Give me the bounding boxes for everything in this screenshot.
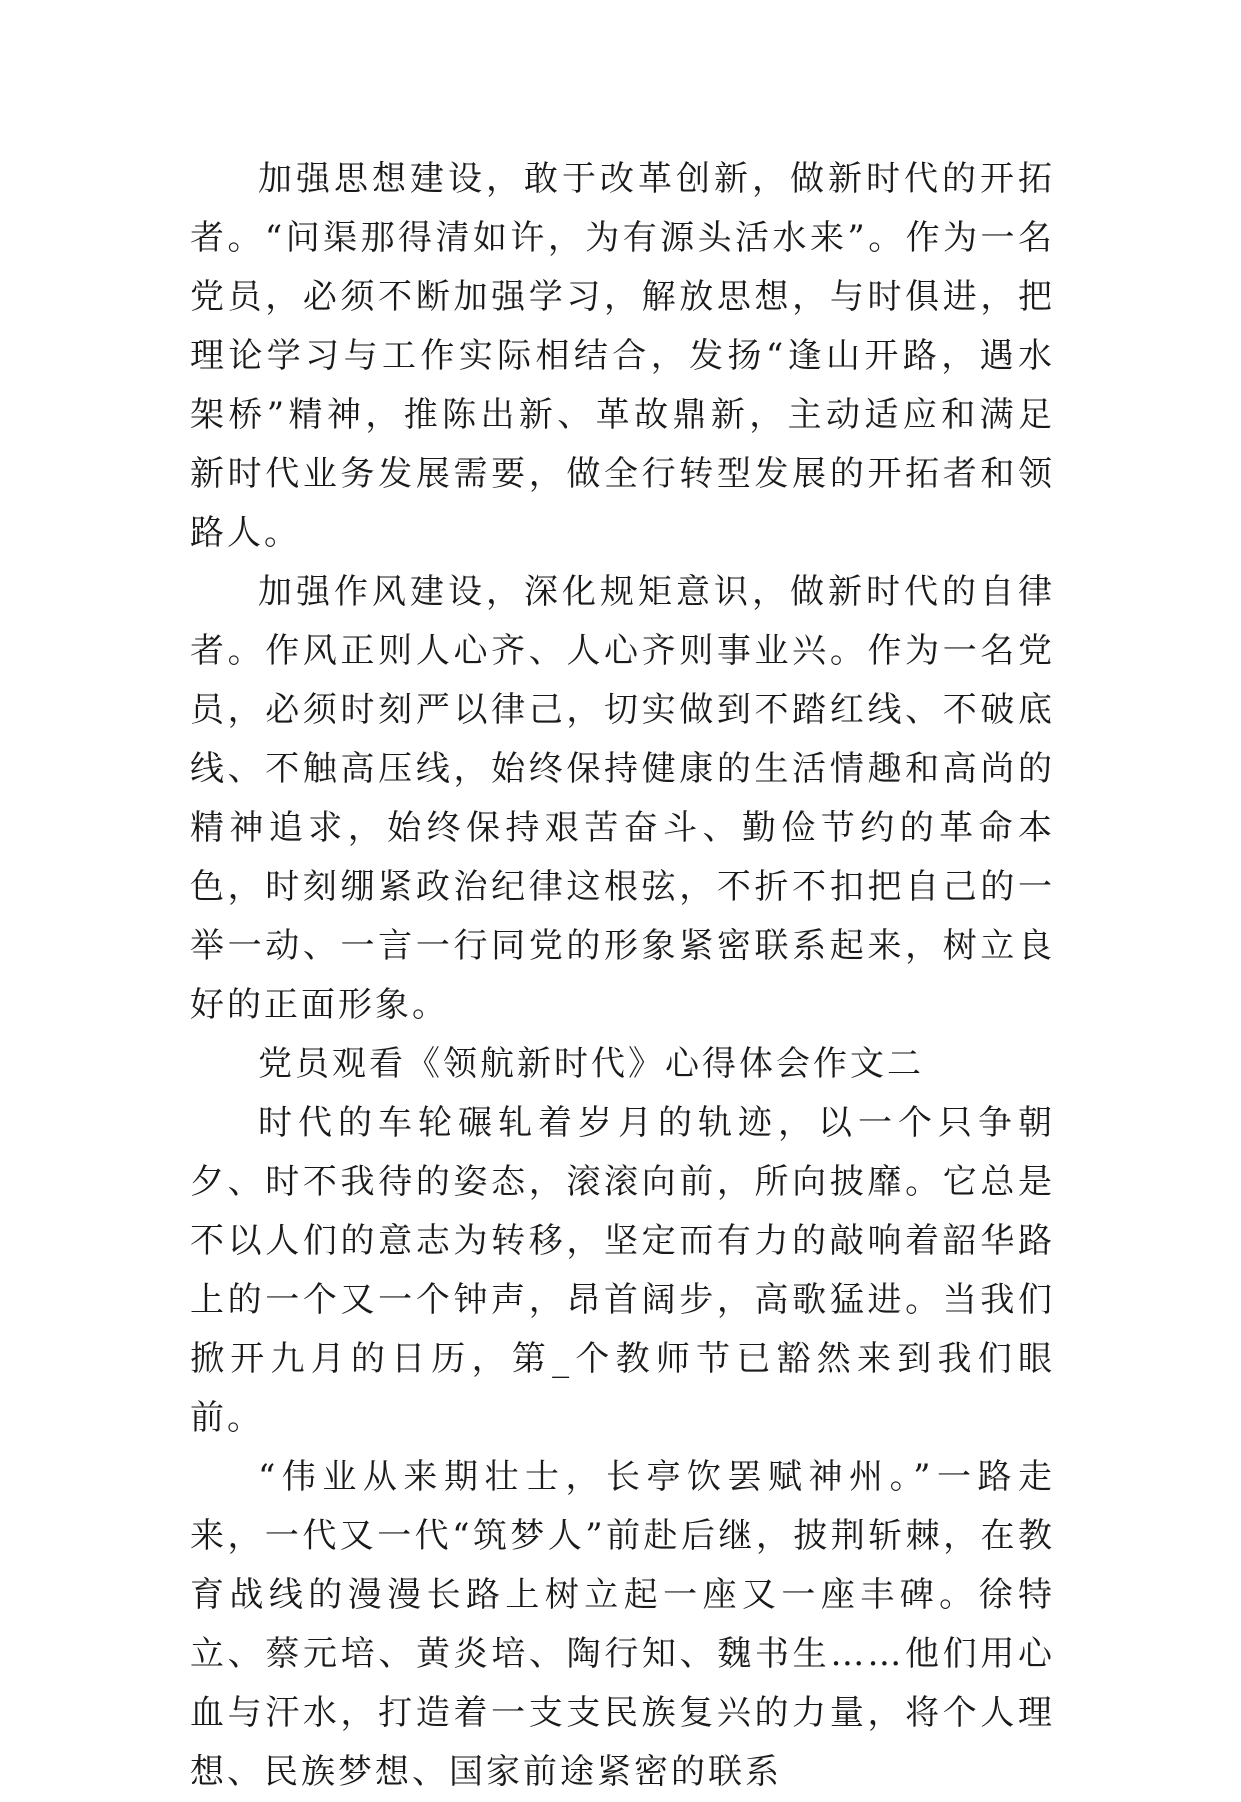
paragraph-ideology: 加强思想建设，敢于改革创新，做新时代的开拓者。“问渠那得清如许，为有源头活水来”。作为一名党员，必须不断加强学习，解放思想，与时俱进，把理论学习与工作实际相结合，发扬“逢山开路，遇水架桥”精神，推陈出新、革故鼎新，主动适应和满足新时代业务发展需要，做全行转型发展的开拓者和领路人。 (190, 159, 1055, 553)
section-heading: 党员观看《领航新时代》心得体会作文二 (258, 1044, 924, 1084)
document-body (190, 150, 1055, 1802)
paragraph-era: 时代的车轮碾轧着岁月的轨迹，以一个只争朝夕、时不我待的姿态，滚滚向前，所向披靡。它总是不以人们的意志为转移，坚定而有力的敲响着韶华路上的一个又一个钟声，昂首阔步，高歌猛进。当我们掀开九月的日历，第_个教师节已豁然来到我们眼前。 (190, 1103, 1055, 1438)
paragraph-work-style: 加强作风建设，深化规矩意识，做新时代的自律者。作风正则人心齐、人心齐则事业兴。作为一名党员，必须时刻严以律己，切实做到不踏红线、不破底线、不触高压线，始终保持健康的生活情趣和高尚的精神追求，始终保持艰苦奋斗、勤俭节约的革命本色，时刻绷紧政治纪律这根弦，不折不扣把自己的一举一动、一言一行同党的形象紧密联系起来，树立良好的正面形象。 (190, 572, 1055, 1025)
paragraph-dream-builders: “伟业从来期壮士，长亭饮罢赋神州。”一路走来，一代又一代“筑梦人”前赴后继，披荆斩棘，在教育战线的漫漫长路上树立起一座又一座丰碑。徐特立、蔡元培、黄炎培、陶行知、魏书生……他们用心血与汗水，打造着一支支民族复兴的力量，将个人理想、民族梦想、国家前途紧密的联系 (190, 1457, 1055, 1792)
